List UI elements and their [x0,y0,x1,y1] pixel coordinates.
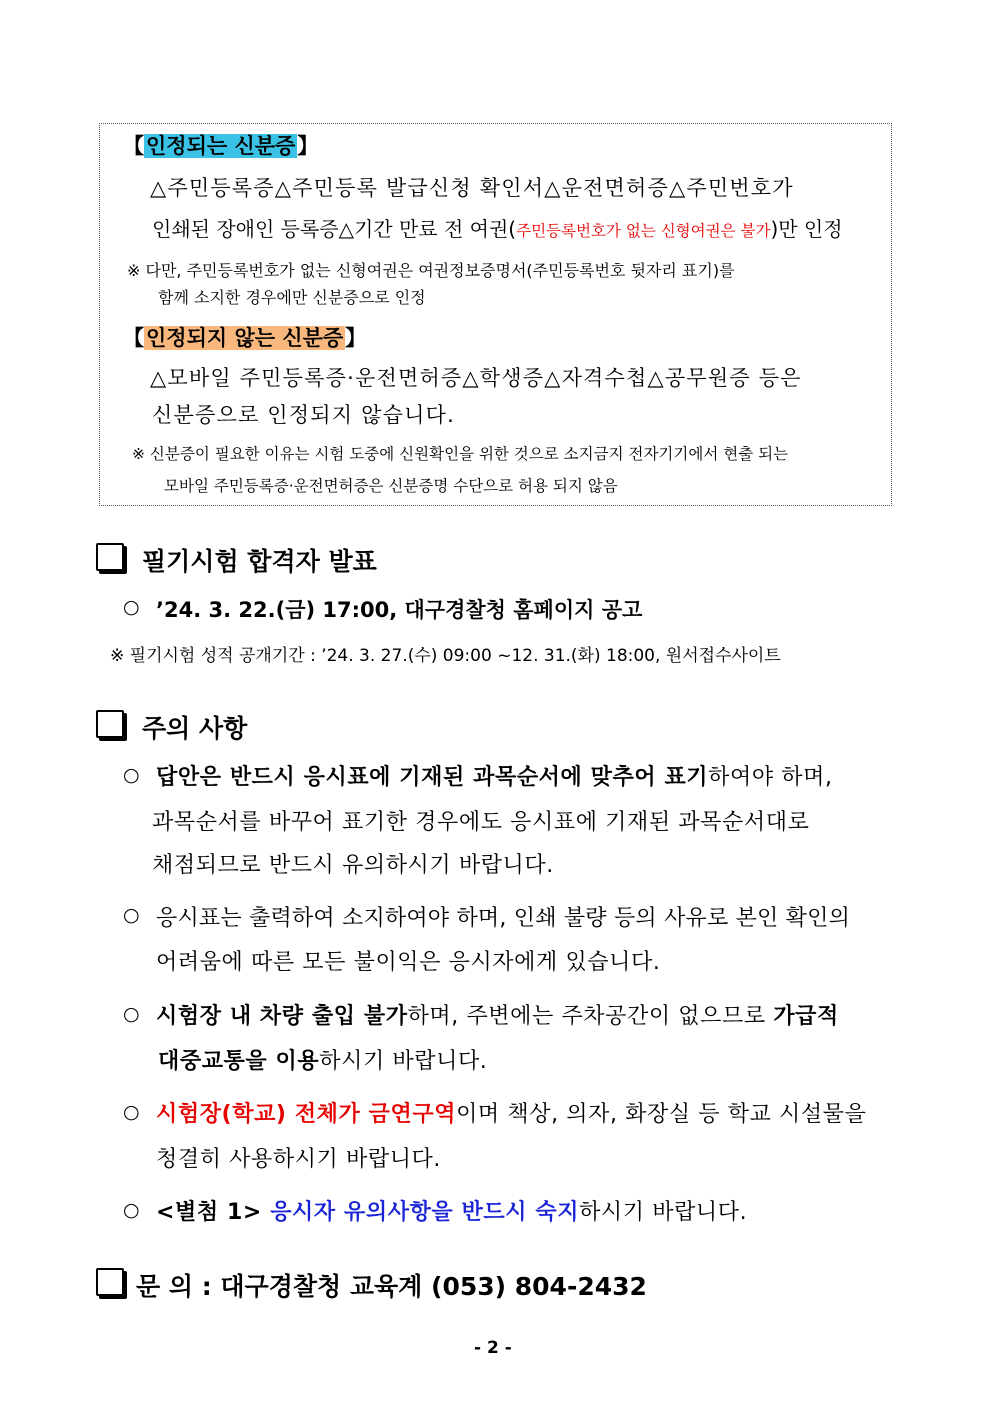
section-title-cautions: 주의 사항 [142,714,248,743]
bracket-open: 【 [123,134,144,158]
checkbox-icon [96,710,124,738]
rejected-id-line2: 신분증으로 인정되지 않습니다. [152,403,455,427]
note-passport-line2: 함께 소지한 경우에만 신분증으로 인정 [158,288,426,307]
bullet-icon: ○ [123,764,140,786]
bullet-icon: ○ [123,1101,140,1123]
score-disclosure-note: ※ 필기시험 성적 공개기간 : ’24. 3. 27.(수) 09:00 ~12. 31.(화) 18:00, 원서접수사이트 [110,646,781,666]
accepted-id-line1: △주민등록증△주민등록 발급신청 확인서△운전면허증△주민번호가 [150,176,794,200]
checkbox-icon [96,543,124,571]
caution-2-line2: 어려움에 따른 모든 불이익은 응시자에게 있습니다. [156,950,661,975]
caution-3-middle: 하며, 주변에는 주차공간이 없으므로 [407,1004,774,1029]
caution-5-line1 [156,1195,747,1226]
new-passport-warning: 주민등록번호가 없는 신형여권은 불가 [516,222,771,240]
rejected-id-line1: △모바일 주민등록증·운전면허증△학생증△자격수첩△공무원증 등은 [150,366,802,390]
accepted-id-line2 [152,213,843,242]
caution-3-line1 [156,999,839,1030]
bullet-icon: ○ [123,1199,140,1221]
caution-4-line1 [156,1097,866,1128]
bracket-open: 【 [123,326,144,350]
bullet-icon: ○ [123,596,140,618]
caution-1-line2: 과목순서를 바꾸어 표기한 경우에도 응시표에 기재된 과목순서대로 [152,810,810,835]
accepted-id-heading [123,130,318,160]
caution-3-line2-rest: 하시기 바랍니다. [319,1049,488,1074]
caution-3-transit: 대중교통을 이용 [158,1049,320,1074]
bullet-icon: ○ [123,1003,140,1025]
caution-1-rest: 하여야 하며, [708,765,833,790]
no-smoking-notice: 시험장(학교) 전체가 금연구역 [156,1102,457,1127]
caution-1-line3: 채점되므로 반드시 유의하시기 바랍니다. [152,853,554,878]
section-title-results: 필기시험 합격자 발표 [142,547,377,576]
note-mobile-id-line2: 모바일 주민등록증·운전면허증은 신분증명 수단으로 허용 되지 않음 [164,477,618,495]
caution-1-emphasis: 답안은 반드시 응시표에 기재된 과목순서에 맞추어 표기 [156,765,709,790]
bullet-icon: ○ [123,904,140,926]
bracket-close: 】 [297,134,319,158]
contact-info: 문 의 : 대구경찰청 교육계 (053) 804-2432 [136,1272,647,1301]
note-mobile-id-line1: ※ 신분증이 필요한 이유는 시험 도중에 신원확인을 위한 것으로 소지금지 전자기기에서 현출 되는 [132,445,789,463]
note-passport-line1: ※ 다만, 주민등록번호가 없는 신형여권은 여권정보증명서(주민등록번호 뒷자리 표기)를 [127,261,735,280]
caution-4-line2: 청결히 사용하시기 바랍니다. [156,1147,442,1172]
accepted-id-title: 인정되는 신분증 [146,134,296,158]
checkbox-icon [96,1268,124,1296]
caution-2-line1: 응시표는 출력하여 소지하여야 하며, 인쇄 불량 등의 사유로 본인 확인의 [156,906,851,931]
results-announcement: ’24. 3. 22.(금) 17:00, 대구경찰청 홈페이지 공고 [156,598,643,622]
attachment-ref: <별첨 1> [156,1200,271,1225]
bracket-close: 】 [345,326,367,350]
caution-3-line2 [158,1044,487,1075]
rejected-id-title: 인정되지 않는 신분증 [146,326,344,350]
caution-5-rest: 하시기 바랍니다. [579,1200,748,1225]
accepted-id-line2-text: 인쇄된 장애인 등록증△기간 만료 전 여권( [152,217,517,241]
page-number: - 2 - [474,1338,512,1358]
accepted-id-line2-end: )만 인정 [770,217,843,241]
rejected-id-heading [123,322,366,352]
guidelines-emphasis: 응시자 유의사항을 반드시 숙지 [270,1200,580,1225]
caution-3-emphasis-2: 가급적 [773,1004,839,1029]
caution-3-emphasis: 시험장 내 차량 출입 불가 [156,1004,408,1029]
caution-4-rest: 이며 책상, 의자, 화장실 등 학교 시설물을 [456,1102,867,1127]
caution-1-line1 [156,760,833,791]
